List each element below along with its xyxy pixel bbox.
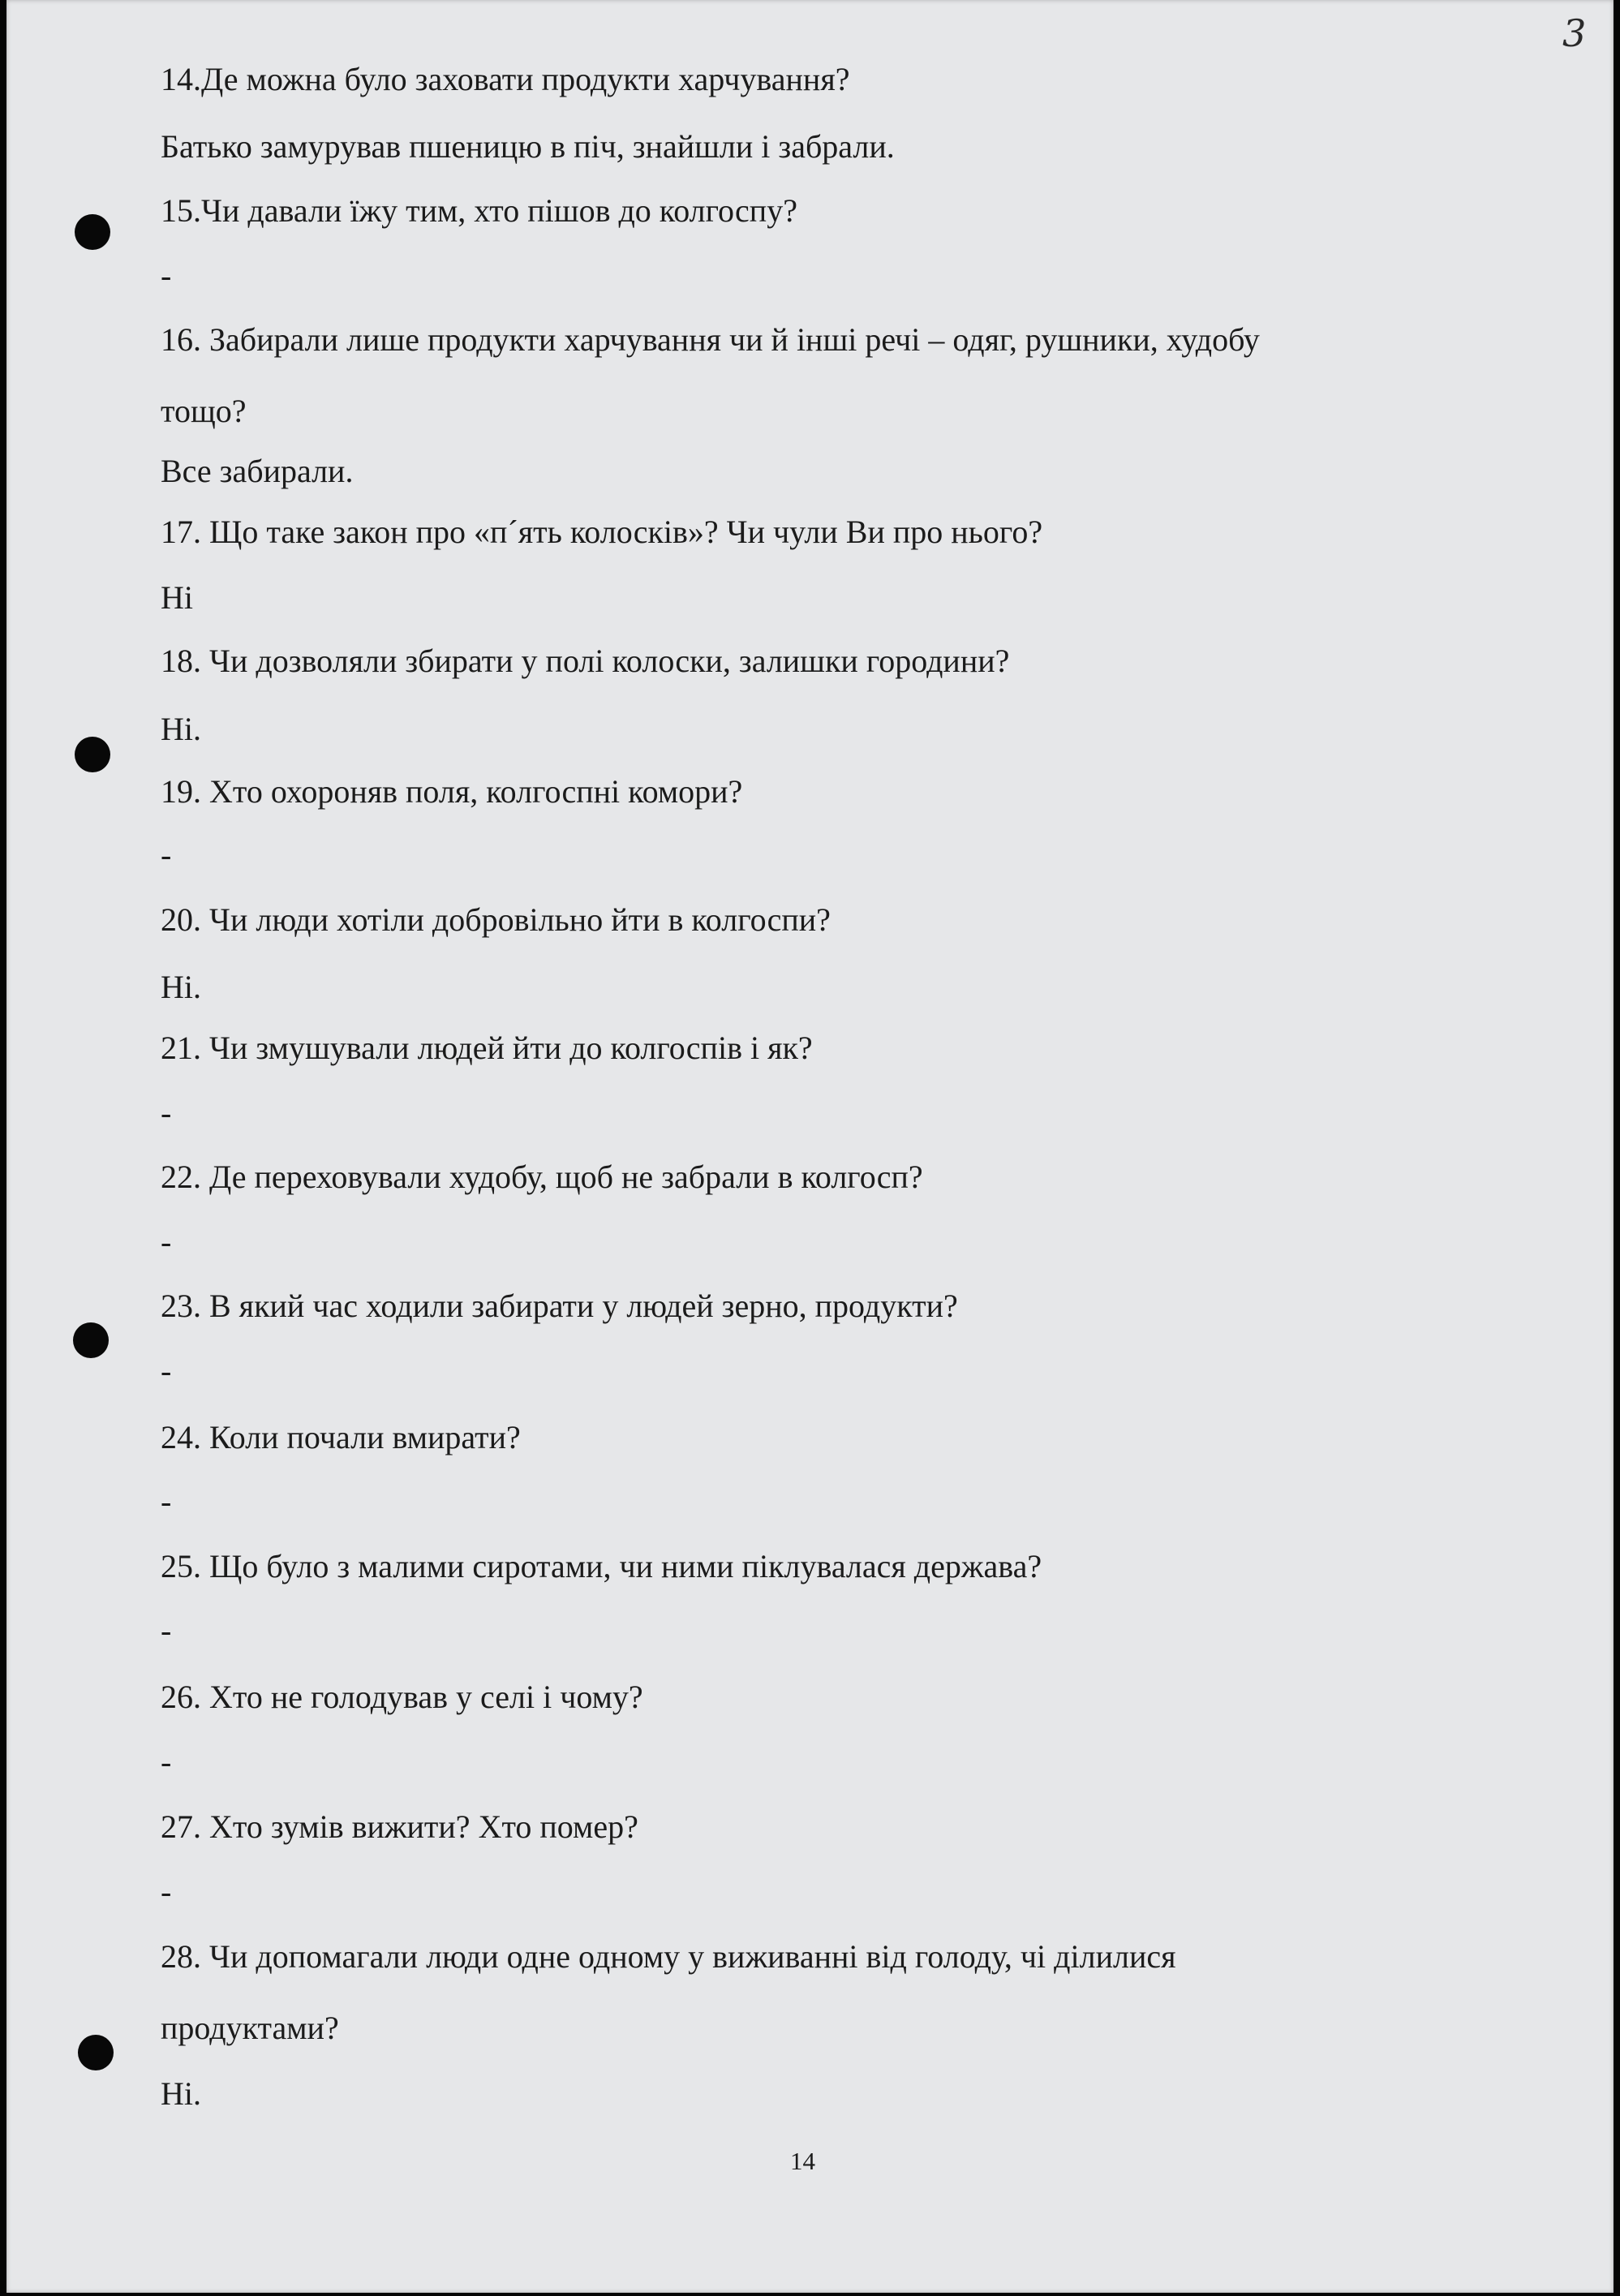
answer-25: - — [161, 1612, 172, 1649]
document-page — [6, 0, 1614, 2293]
answer-22: - — [161, 1223, 172, 1260]
question-21: 21. Чи змушували людей йти до колгоспів і як? — [161, 1030, 813, 1066]
punch-hole — [78, 2035, 114, 2070]
answer-27: - — [161, 1873, 172, 1910]
punch-hole — [75, 737, 110, 772]
answer-14: Батько замурував пшеницю в піч, знайшли і забрали. — [161, 128, 895, 165]
question-23: 23. В який час ходили забирати у людей зерно, продукти? — [161, 1288, 958, 1324]
question-16: 16. Забирали лише продукти харчування чи й інші речі – одяг, рушники, худобу — [161, 321, 1260, 358]
question-28: 28. Чи допомагали люди одне одному у виживанні від голоду, чі ділилися — [161, 1938, 1176, 1975]
answer-24: - — [161, 1483, 172, 1520]
question-20: 20. Чи люди хотіли добровільно йти в колгоспи? — [161, 901, 831, 938]
answer-28: Ні. — [161, 2075, 201, 2112]
answer-26: - — [161, 1743, 172, 1780]
punch-hole — [73, 1322, 109, 1358]
question-26: 26. Хто не голодував у селі і чому? — [161, 1679, 643, 1715]
answer-19: - — [161, 836, 172, 873]
question-19: 19. Хто охороняв поля, колгоспні комори? — [161, 773, 743, 810]
punch-hole — [75, 214, 110, 250]
answer-23: - — [161, 1352, 172, 1389]
question-24: 24. Коли почали вмирати? — [161, 1419, 521, 1455]
question-27: 27. Хто зумів вижити? Хто помер? — [161, 1808, 638, 1845]
question-25: 25. Що було з малими сиротами, чи ними піклувалася держава? — [161, 1548, 1042, 1584]
answer-17: Ні — [161, 579, 193, 616]
answer-16: Все забирали. — [161, 453, 354, 489]
answer-21: - — [161, 1094, 172, 1131]
answer-15: - — [161, 257, 172, 294]
question-14: 14.Де можна було заховати продукти харчування? — [161, 61, 850, 97]
handwritten-page-mark: 3 — [1562, 11, 1587, 55]
answer-20: Ні. — [161, 969, 201, 1005]
question-15: 15.Чи давали їжу тим, хто пішов до колгоспу? — [161, 192, 797, 229]
question-16-cont: тощо? — [161, 393, 247, 429]
question-17: 17. Що таке закон про «п´ять колосків»? Чи чули Ви про нього? — [161, 514, 1043, 550]
question-18: 18. Чи дозволяли збирати у полі колоски, залишки городини? — [161, 643, 1010, 679]
page-number: 14 — [790, 2147, 815, 2175]
question-22: 22. Де переховували худобу, щоб не забрали в колгосп? — [161, 1159, 923, 1195]
answer-18: Ні. — [161, 711, 201, 747]
question-28-cont: продуктами? — [161, 2010, 339, 2046]
